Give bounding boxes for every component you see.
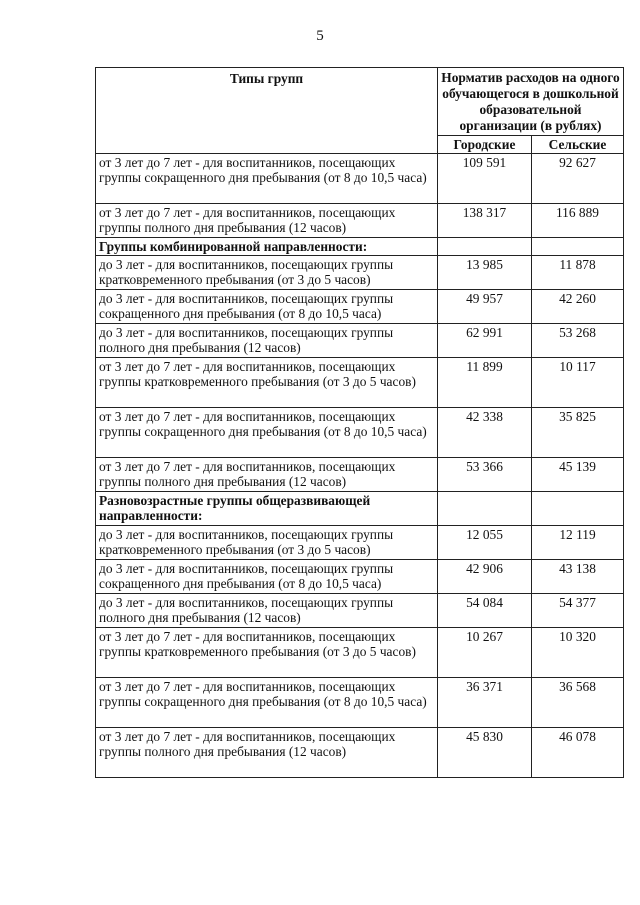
table-row [96, 628, 624, 678]
rural-value-cell: 11 878 [532, 256, 624, 290]
urban-value-cell: 12 055 [438, 526, 532, 560]
group-type-cell: от 3 лет до 7 лет - для воспитанников, посещающих группы полного дня пребывания (12 часов) [96, 458, 438, 492]
section-row [96, 492, 624, 526]
header-rural: Сельские [532, 136, 624, 154]
rural-value-cell: 12 119 [532, 526, 624, 560]
rural-value-cell [532, 238, 624, 256]
urban-value-cell: 42 338 [438, 408, 532, 458]
urban-value-cell: 10 267 [438, 628, 532, 678]
group-type-cell: от 3 лет до 7 лет - для воспитанников, посещающих группы сокращенного дня пребывания (от 8 до 10,5 часа) [96, 408, 438, 458]
urban-value-cell: 11 899 [438, 358, 532, 408]
rural-value-cell: 53 268 [532, 324, 624, 358]
header-urban: Городские [438, 136, 532, 154]
rural-value-cell: 45 139 [532, 458, 624, 492]
group-type-cell: до 3 лет - для воспитанников, посещающих группы кратковременного пребывания (от 3 до 5 часов) [96, 526, 438, 560]
rural-value-cell: 46 078 [532, 728, 624, 778]
group-type-cell: до 3 лет - для воспитанников, посещающих группы сокращенного дня пребывания (от 8 до 10,5 часа) [96, 560, 438, 594]
table-row [96, 678, 624, 728]
group-type-cell: от 3 лет до 7 лет - для воспитанников, посещающих группы полного дня пребывания (12 часов) [96, 204, 438, 238]
urban-value-cell: 49 957 [438, 290, 532, 324]
table-row [96, 458, 624, 492]
rural-value-cell: 92 627 [532, 154, 624, 204]
group-type-cell: от 3 лет до 7 лет - для воспитанников, посещающих группы кратковременного пребывания (от 3 до 5 часов) [96, 628, 438, 678]
rural-value-cell: 116 889 [532, 204, 624, 238]
group-type-cell: до 3 лет - для воспитанников, посещающих группы сокращенного дня пребывания (от 8 до 10,5 часа) [96, 290, 438, 324]
urban-value-cell [438, 492, 532, 526]
table-row [96, 154, 624, 204]
rural-value-cell: 43 138 [532, 560, 624, 594]
section-row [96, 238, 624, 256]
header-group-types: Типы групп [96, 68, 438, 154]
urban-value-cell [438, 238, 532, 256]
rural-value-cell: 10 117 [532, 358, 624, 408]
rural-value-cell: 35 825 [532, 408, 624, 458]
table-row [96, 526, 624, 560]
group-type-cell: до 3 лет - для воспитанников, посещающих группы кратковременного пребывания (от 3 до 5 часов) [96, 256, 438, 290]
section-title: Разновозрастные группы общеразвивающей направленности: [96, 492, 438, 526]
table-row [96, 256, 624, 290]
urban-value-cell: 13 985 [438, 256, 532, 290]
rural-value-cell: 42 260 [532, 290, 624, 324]
rural-value-cell [532, 492, 624, 526]
urban-value-cell: 138 317 [438, 204, 532, 238]
urban-value-cell: 36 371 [438, 678, 532, 728]
urban-value-cell: 62 991 [438, 324, 532, 358]
urban-value-cell: 42 906 [438, 560, 532, 594]
rural-value-cell: 10 320 [532, 628, 624, 678]
urban-value-cell: 109 591 [438, 154, 532, 204]
table-row [96, 728, 624, 778]
table-row [96, 594, 624, 628]
group-type-cell: от 3 лет до 7 лет - для воспитанников, посещающих группы кратковременного пребывания (от 3 до 5 часов) [96, 358, 438, 408]
group-type-cell: от 3 лет до 7 лет - для воспитанников, посещающих группы сокращенного дня пребывания (от 8 до 10,5 часа) [96, 154, 438, 204]
urban-value-cell: 45 830 [438, 728, 532, 778]
group-type-cell: от 3 лет до 7 лет - для воспитанников, посещающих группы сокращенного дня пребывания (от 8 до 10,5 часа) [96, 678, 438, 728]
header-norm: Норматив расходов на одного обучающегося в дошкольной образовательной организации (в рублях) [438, 68, 624, 136]
group-type-cell: до 3 лет - для воспитанников, посещающих группы полного дня пребывания (12 часов) [96, 594, 438, 628]
table-row [96, 324, 624, 358]
group-type-cell: до 3 лет - для воспитанников, посещающих группы полного дня пребывания (12 часов) [96, 324, 438, 358]
urban-value-cell: 53 366 [438, 458, 532, 492]
table-row [96, 358, 624, 408]
section-title: Группы комбинированной направленности: [96, 238, 438, 256]
table-row [96, 290, 624, 324]
page-number: 5 [316, 28, 324, 44]
rural-value-cell: 54 377 [532, 594, 624, 628]
group-type-cell: от 3 лет до 7 лет - для воспитанников, посещающих группы полного дня пребывания (12 часов) [96, 728, 438, 778]
table-row [96, 560, 624, 594]
norms-table [95, 67, 624, 778]
urban-value-cell: 54 084 [438, 594, 532, 628]
rural-value-cell: 36 568 [532, 678, 624, 728]
table-row [96, 408, 624, 458]
table-row [96, 204, 624, 238]
